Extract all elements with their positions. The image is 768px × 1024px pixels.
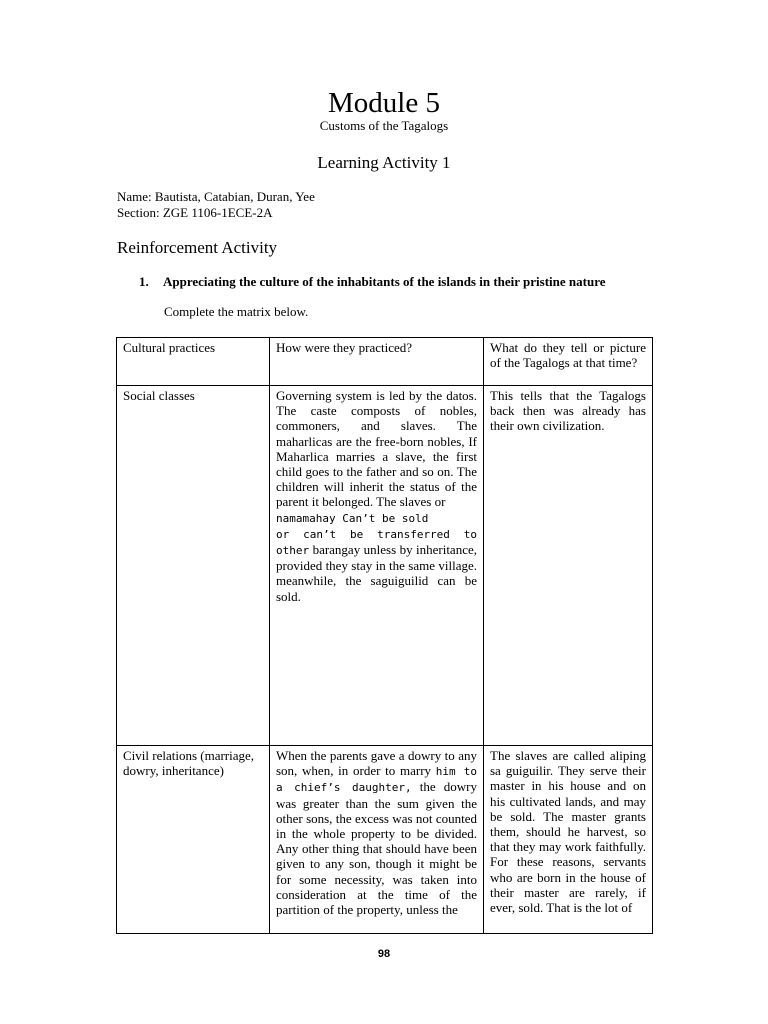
- description-text: When the parents gave a dowry to any son, when, in order to marry: [276, 748, 477, 779]
- header-what-they-tell: What do they tell or picture of the Tagalogs at that time?: [484, 338, 653, 386]
- student-names: Name: Bautista, Catabian, Duran, Yee: [117, 189, 315, 204]
- section-label: Section: ZGE 1106-1ECE-2A: [117, 205, 273, 220]
- table-row: [117, 386, 653, 746]
- practice-cell: Civil relations (marriage, dowry, inheritance): [117, 746, 270, 934]
- reinforcement-heading: Reinforcement Activity: [117, 238, 278, 257]
- instruction-text: Complete the matrix below.: [164, 304, 309, 319]
- item-text: Appreciating the culture of the inhabitants of the islands in their pristine nature: [163, 274, 606, 289]
- numbered-item: [139, 274, 606, 290]
- culture-matrix-table: [116, 337, 653, 934]
- module-title: Module 5: [328, 87, 440, 119]
- page-number: 98: [377, 948, 391, 960]
- practice-description-cell: [270, 386, 484, 746]
- practice-description-cell: [270, 746, 484, 934]
- table-row: [117, 746, 653, 934]
- meaning-cell: This tells that the Tagalogs back then was already has their own civilization.: [484, 386, 653, 746]
- meaning-cell: The slaves are called aliping sa guiguilir. They serve their master in his house and on his cultivated lands, and may be sold. The master grants them, should he harvest, so that they may work faithfully. For these reasons, servants who are born in the house of their master are rarely, if ever, sold. That is the lot of: [484, 746, 653, 934]
- activity-title: Learning Activity 1: [317, 153, 451, 172]
- description-text-typed: namamahay Can’t be sold: [276, 511, 429, 525]
- practice-cell: Social classes: [117, 386, 270, 746]
- description-text: barangay unless by inheritance, provided they stay in the same village. meanwhile, the saguiguilid can be sold.: [276, 542, 477, 604]
- description-text: the dowry was greater than the sum given the other sons, the excess was not counted in the whole property to be divided. Any other thing that should have been given to any son, though it might be for some necessity, was taken into consideration at the time of the partition of the property, unless the: [276, 779, 477, 918]
- description-text: Governing system is led by the datos. The caste composts of nobles, commoners, and slaves. The maharlicas are the free-born nobles, If Maharlica marries a slave, the first child goes to the father and so on. The children will inherit the status of the parent it belonged. The slaves or: [276, 388, 477, 510]
- header-how-practiced: How were they practiced?: [270, 338, 484, 386]
- header-cultural-practices: Cultural practices: [117, 338, 270, 386]
- table-header-row: [117, 338, 653, 386]
- description-text-typed: or can’t be transferred to other: [276, 527, 477, 558]
- description-text-typed: him to a chief’s daughter,: [276, 765, 477, 795]
- item-number: 1.: [139, 274, 149, 289]
- module-subtitle: Customs of the Tagalogs: [319, 118, 449, 133]
